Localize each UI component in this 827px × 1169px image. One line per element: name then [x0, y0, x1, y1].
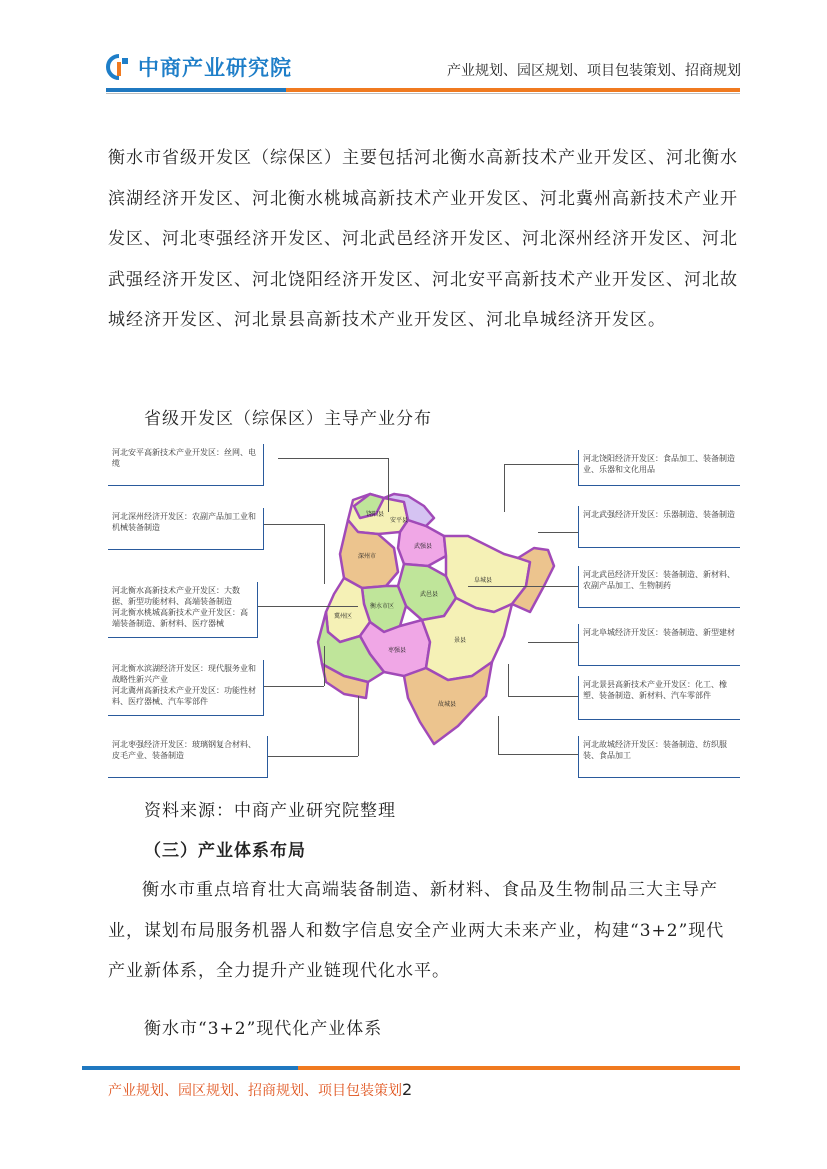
connector-line [508, 696, 578, 697]
section-heading: （三）产业体系布局 [144, 841, 306, 861]
map-label-raoyang: 河北饶阳经济开发区：食品加工、装备制造业、乐器和文化用品 [578, 450, 740, 486]
connector-line [498, 754, 578, 755]
map-label-jingxian: 河北景县高新技术产业开发区：化工、橡塑、装备制造、新材料、汽车零部件 [578, 676, 740, 720]
connector-line [278, 458, 388, 459]
source-note: 资料来源：中商产业研究院整理 [144, 801, 396, 821]
page-footer [108, 1080, 412, 1100]
header-divider [106, 93, 740, 94]
map-label-anping: 河北安平高新技术产业开发区：丝网、电缆 [108, 444, 264, 486]
map-label-gaoxin-taocheng: 河北衡水高新技术产业开发区：大数据、新型功能材料、高端装备制造 河北衡水桃城高新技术产业开发区：高端装备制造、新材料、医疗器械 [108, 582, 258, 638]
connector-line [258, 606, 358, 607]
county-label: 故城县 [438, 701, 457, 708]
county-label: 衡水市区 [370, 603, 395, 610]
development-zone-map-figure [108, 436, 740, 782]
connector-line [538, 532, 578, 533]
logo-icon [106, 54, 132, 80]
connector-line [358, 696, 359, 756]
connector-line [504, 464, 505, 512]
map-label-gucheng: 河北故城经济开发区：装备制造、纺织服装、食品加工 [578, 736, 740, 778]
connector-line [324, 524, 325, 584]
connector-line [388, 458, 389, 512]
county-label: 武强县 [414, 543, 433, 550]
county-label: 冀州区 [334, 613, 353, 620]
county-label: 饶阳县 [366, 511, 385, 518]
footer-bar-orange [298, 1066, 740, 1070]
map-caption: 省级开发区（综保区）主导产业分布 [144, 409, 432, 429]
map-label-wuqiang: 河北武强经济开发区：乐器制造、装备制造 [578, 506, 740, 548]
header-bar-blue [106, 88, 286, 92]
page-number: 2 [402, 1080, 413, 1099]
connector-line [504, 464, 578, 465]
industry-system-caption: 衡水市“3+2”现代化产业体系 [144, 1019, 383, 1039]
connector-line [264, 524, 324, 525]
logo [106, 52, 292, 82]
connector-line [498, 716, 499, 754]
header-slogan: 产业规划、园区规划、项目包装策划、招商规划 [447, 63, 741, 79]
county-label: 阜城县 [474, 577, 493, 584]
county-label: 武邑县 [420, 591, 439, 598]
map-label-wuyi: 河北武邑经济开发区：装备制造、新材料、农副产品加工、生物制药 [578, 566, 740, 608]
header-bar-orange [286, 88, 740, 92]
connector-line [264, 686, 324, 687]
paragraph-development-zones: 衡水市省级开发区（综保区）主要包括河北衡水高新技术产业开发区、河北衡水滨湖经济开发区、河北衡水桃城高新技术产业开发区、河北冀州高新技术产业开发区、河北枣强经济开发区、河北武邑经济开发区、河北深州经济开发区、河北武强经济开发区、河北饶阳经济开发区、河北安平高新技术产业开发区、河北故城经济开发区、河北景县高新技术产业开发区、河北阜城经济开发区。 [108, 148, 738, 330]
county-label: 安平县 [390, 517, 409, 524]
map-label-binhu-jizhou: 河北衡水滨湖经济开发区：现代服务业和战略性新兴产业 河北冀州高新技术产业开发区：功能性材料、医疗器械、汽车零部件 [108, 660, 264, 716]
connector-line [528, 642, 578, 643]
connector-line [268, 756, 358, 757]
page-header [0, 0, 827, 100]
map-label-shenzhou: 河北深州经济开发区：农副产品加工业和机械装备制造 [108, 508, 264, 550]
county-label: 深州市 [358, 553, 377, 560]
county-label: 枣强县 [388, 647, 407, 654]
county-label: 景县 [454, 637, 467, 644]
footer-bar-blue [82, 1066, 298, 1070]
map-label-fucheng: 河北阜城经济开发区：装备制造、新型建材 [578, 624, 740, 666]
map-label-zaoqiang: 河北枣强经济开发区：玻璃钢复合材料、皮毛产业、装备制造 [108, 736, 268, 778]
connector-line [508, 664, 509, 696]
footer-text: 产业规划、园区规划、招商规划、项目包装策划 [108, 1083, 402, 1099]
connector-line [468, 586, 578, 587]
logo-text: 中商产业研究院 [138, 56, 292, 80]
paragraph-industry-system: 衡水市重点培育壮大高端装备制造、新材料、食品及生物制品三大主导产业，谋划布局服务机器人和数字信息安全产业两大未来产业，构建“3+2”现代产业新体系，全力提升产业链现代化水平。 [108, 880, 725, 981]
connector-line [324, 646, 325, 686]
